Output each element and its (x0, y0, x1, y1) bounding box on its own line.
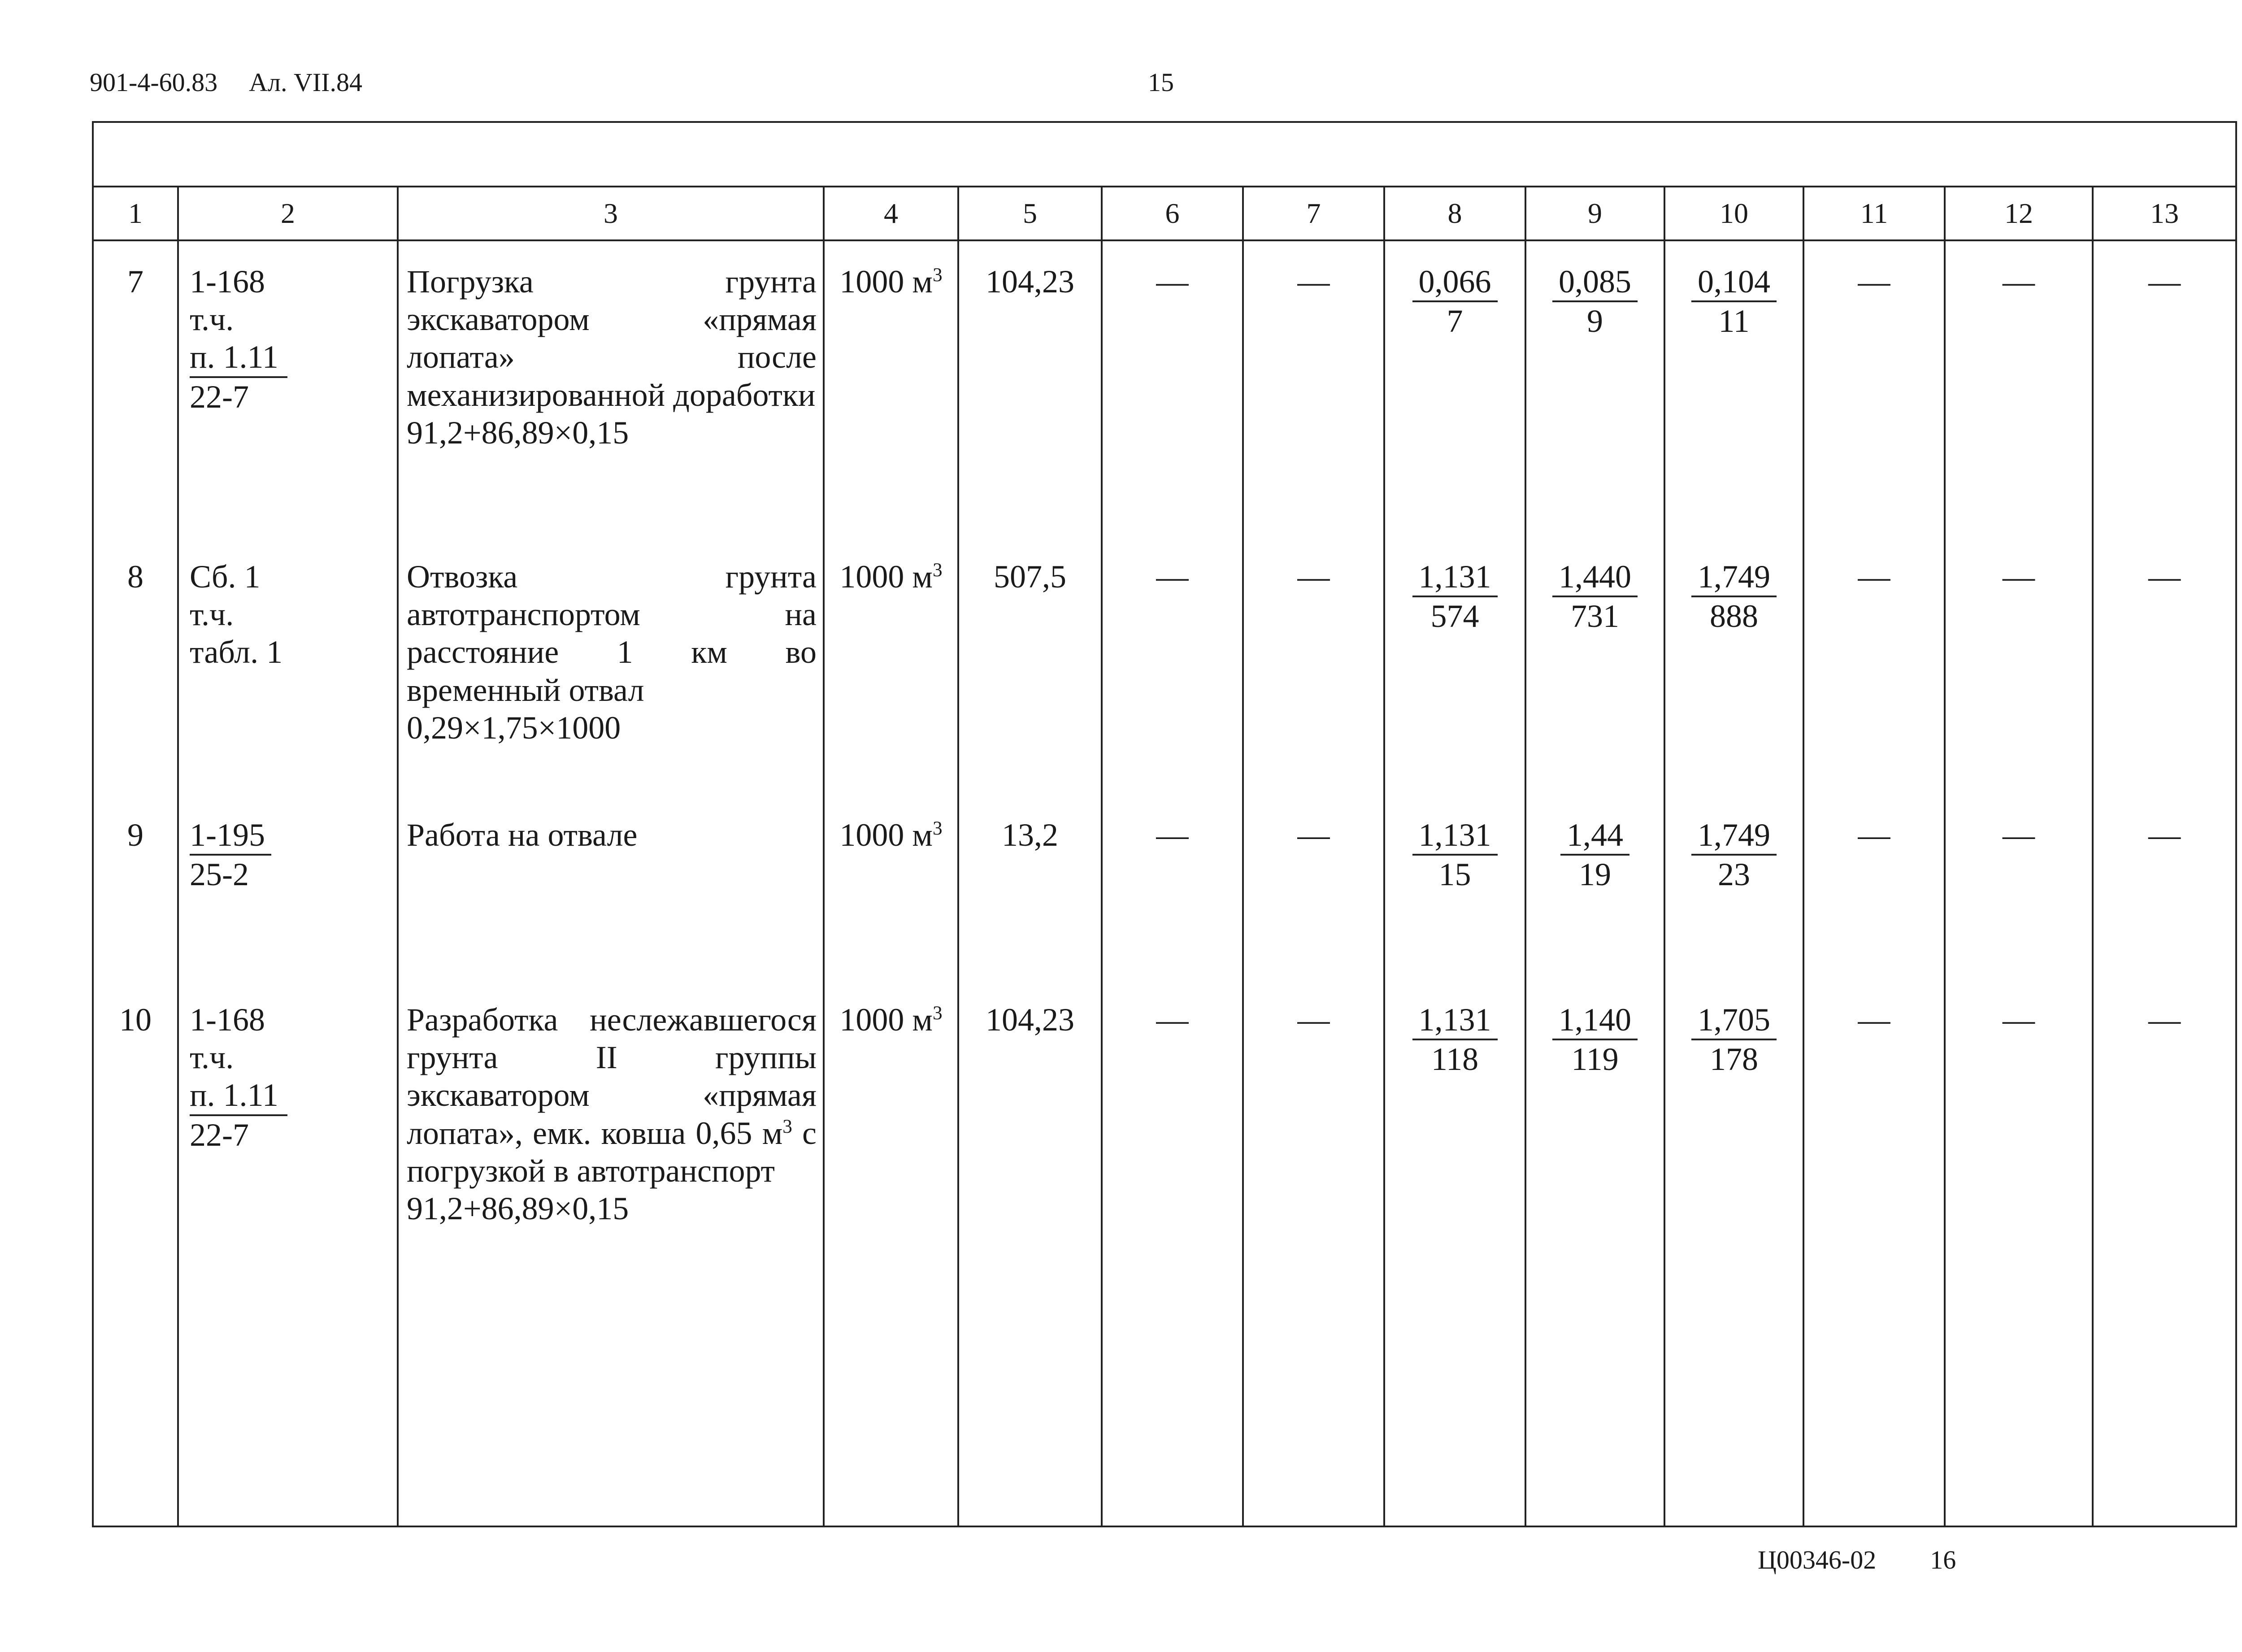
unit-cell (824, 536, 958, 795)
footer-code: Ц00346-02 (1758, 1545, 1877, 1574)
table-row (93, 536, 2236, 795)
code-line: т.ч. (190, 1039, 234, 1076)
col9-denominator: 9 (1587, 303, 1603, 339)
page-number: 15 (1148, 68, 1174, 97)
description-part-b: с погрузкой в автотранспорт (407, 1115, 817, 1189)
page-footer (1758, 1545, 2010, 1575)
formula-text: 0,29×1,75×1000 (407, 709, 621, 746)
unit-text: 1000 м (839, 559, 933, 595)
col10-fraction (1664, 240, 1803, 536)
quantity-cell: 507,5 (958, 536, 1102, 795)
col9-denominator: 19 (1579, 856, 1611, 893)
col-header-3: 3 (398, 187, 824, 240)
col-header-7: 7 (1243, 187, 1384, 240)
col8-fraction (1384, 795, 1525, 979)
col-header-4: 4 (824, 187, 958, 240)
table-row (93, 795, 2236, 979)
code-line: 1-168 (190, 264, 265, 300)
work-description (398, 240, 824, 536)
unit-text: 1000 м (839, 1002, 933, 1038)
norm-code (178, 240, 398, 536)
col-header-9: 9 (1525, 187, 1664, 240)
col-header-10: 10 (1664, 187, 1803, 240)
estimate-table (92, 121, 2237, 1527)
code-line: т.ч. (190, 596, 234, 633)
col11-value: — (1803, 795, 1945, 979)
code-line: т.ч. (190, 301, 234, 338)
unit-sup: 3 (932, 818, 943, 839)
row-number: 8 (93, 536, 178, 795)
col12-value: — (1945, 795, 2093, 979)
col-header-6: 6 (1102, 187, 1243, 240)
col10-numerator: 1,749 (1691, 558, 1777, 597)
col7-value: — (1243, 240, 1384, 536)
col10-fraction (1664, 795, 1803, 979)
code-line: 1-168 (190, 1002, 265, 1038)
col9-fraction (1525, 979, 1664, 1526)
work-description (398, 536, 824, 795)
formula-text: 91,2+86,89×0,15 (407, 414, 629, 451)
description-text (407, 1001, 817, 1190)
col9-denominator: 731 (1571, 598, 1619, 635)
table-row (93, 979, 2236, 1526)
doc-code: 901-4-60.83 (90, 68, 218, 97)
code-numerator: 1-195 (190, 816, 271, 856)
col8-denominator: 574 (1430, 598, 1479, 635)
col8-numerator: 1,131 (1412, 1001, 1498, 1040)
col6-value: — (1102, 795, 1243, 979)
col8-fraction (1384, 536, 1525, 795)
col7-value: — (1243, 979, 1384, 1526)
unit-text: 1000 м (839, 264, 933, 300)
row-number: 9 (93, 795, 178, 979)
col11-value: — (1803, 979, 1945, 1526)
col13-value: — (2093, 979, 2236, 1526)
unit-sup: 3 (932, 1003, 943, 1024)
col10-numerator: 1,705 (1691, 1001, 1777, 1040)
col-header-11: 11 (1803, 187, 1945, 240)
col11-value: — (1803, 240, 1945, 536)
col9-numerator: 1,44 (1560, 816, 1629, 856)
col12-value: — (1945, 240, 2093, 536)
quantity-cell: 104,23 (958, 240, 1102, 536)
description-part-a: Разработка неслежавшегося грунта II группы экскаватором «прямая лопата», емк. ковша 0,65 м (407, 1002, 817, 1151)
col9-numerator: 1,440 (1552, 558, 1638, 597)
col10-denominator: 888 (1710, 598, 1758, 635)
code-underlined: п. 1.11 (190, 1076, 287, 1116)
description-sup: 3 (782, 1116, 792, 1137)
col10-fraction (1664, 536, 1803, 795)
col10-fraction (1664, 979, 1803, 1526)
work-description (398, 979, 824, 1526)
col12-value: — (1945, 979, 2093, 1526)
col10-numerator: 1,749 (1691, 816, 1777, 856)
col7-value: — (1243, 536, 1384, 795)
quantity-cell: 104,23 (958, 979, 1102, 1526)
row-number: 10 (93, 979, 178, 1526)
norm-code (178, 979, 398, 1526)
code-line: 22-7 (190, 1117, 249, 1153)
col8-numerator: 1,131 (1412, 816, 1498, 856)
col8-fraction (1384, 979, 1525, 1526)
col11-value: — (1803, 536, 1945, 795)
col9-fraction (1525, 536, 1664, 795)
col6-value: — (1102, 979, 1243, 1526)
row-number: 7 (93, 240, 178, 536)
column-numbers-row (93, 187, 2236, 240)
col8-numerator: 1,131 (1412, 558, 1498, 597)
table-top-band (93, 122, 2236, 187)
col6-value: — (1102, 536, 1243, 795)
col12-value: — (1945, 536, 2093, 795)
code-underlined: п. 1.11 (190, 338, 287, 378)
description-text: Работа на отвале (407, 817, 638, 853)
col-header-12: 12 (1945, 187, 2093, 240)
code-line: 22-7 (190, 378, 249, 415)
col7-value: — (1243, 795, 1384, 979)
table-row (93, 240, 2236, 536)
col13-value: — (2093, 240, 2236, 536)
col13-value: — (2093, 536, 2236, 795)
code-line: табл. 1 (190, 634, 283, 670)
norm-code (178, 536, 398, 795)
col10-denominator: 178 (1710, 1041, 1758, 1078)
footer-page: 16 (1930, 1545, 1956, 1574)
description-text: Погрузка грунта экскаватором «прямая лопата» после механизированной доработки (407, 264, 817, 413)
unit-cell (824, 795, 958, 979)
col13-value: — (2093, 795, 2236, 979)
col6-value: — (1102, 240, 1243, 536)
code-denominator: 25-2 (190, 856, 249, 893)
unit-cell (824, 240, 958, 536)
unit-sup: 3 (932, 265, 943, 286)
col-header-13: 13 (2093, 187, 2236, 240)
col9-denominator: 119 (1571, 1041, 1619, 1078)
col9-fraction (1525, 795, 1664, 979)
norm-code (178, 795, 398, 979)
col10-numerator: 0,104 (1691, 263, 1777, 302)
unit-cell (824, 979, 958, 1526)
album-label: Ал. VII.84 (249, 68, 362, 97)
col9-numerator: 0,085 (1552, 263, 1638, 302)
formula-text: 91,2+86,89×0,15 (407, 1191, 629, 1227)
col10-denominator: 23 (1718, 856, 1750, 893)
col9-fraction (1525, 240, 1664, 536)
top-band-cell (93, 122, 2236, 187)
col8-fraction (1384, 240, 1525, 536)
col-header-5: 5 (958, 187, 1102, 240)
col-header-8: 8 (1384, 187, 1525, 240)
code-line: Сб. 1 (190, 559, 261, 595)
work-description (398, 795, 824, 979)
col9-numerator: 1,140 (1552, 1001, 1638, 1040)
col8-denominator: 15 (1438, 856, 1471, 893)
description-text: Отвозка грунта автотранспортом на расстояние 1 км во временный отвал (407, 559, 817, 708)
col8-numerator: 0,066 (1412, 263, 1498, 302)
page-header (90, 67, 394, 97)
col8-denominator: 118 (1431, 1041, 1479, 1078)
unit-sup: 3 (932, 560, 943, 581)
col-header-1: 1 (93, 187, 178, 240)
col-header-2: 2 (178, 187, 398, 240)
col10-denominator: 11 (1718, 303, 1750, 339)
col8-denominator: 7 (1447, 303, 1463, 339)
unit-text: 1000 м (839, 817, 933, 853)
quantity-cell: 13,2 (958, 795, 1102, 979)
